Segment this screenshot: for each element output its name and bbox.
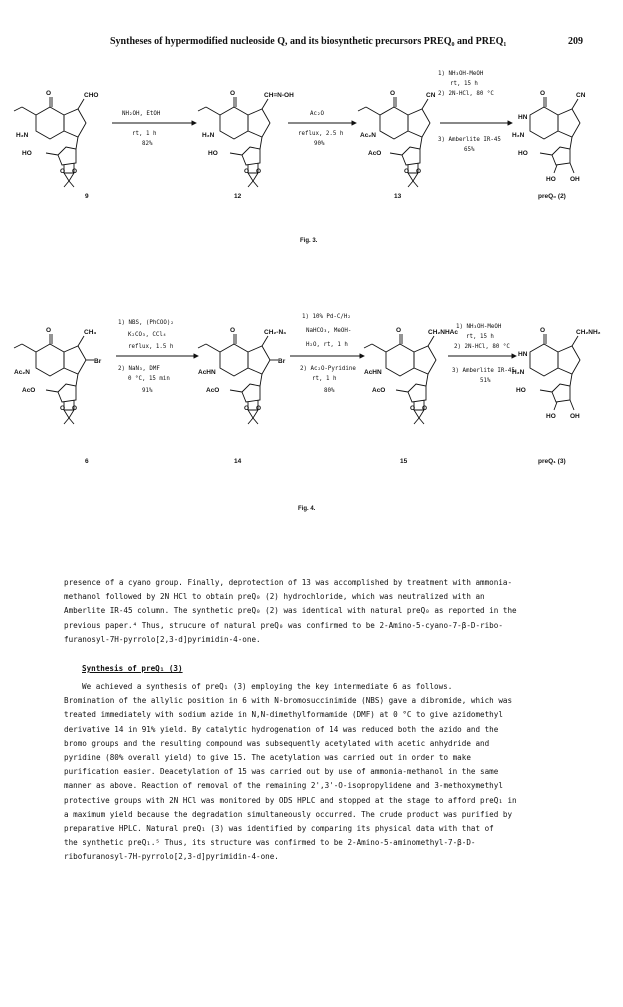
svg-text:CH₂NH₂: CH₂NH₂	[576, 329, 601, 336]
text-line: previous paper.⁴ Thus, strucure of natural preQ₀ was confirmed to be 2-Amino-5-cyano-7-β-D-ribo-	[64, 620, 503, 630]
page-number: 209	[568, 36, 583, 47]
svg-text:O: O	[46, 90, 52, 97]
condition-text: H₂O, rt, 1 h	[306, 342, 348, 348]
svg-text:Ac₂N: Ac₂N	[360, 132, 376, 139]
svg-text:HN: HN	[518, 351, 528, 358]
svg-text:CH=N-OH: CH=N-OH	[264, 92, 294, 99]
section-subheading: Synthesis of preQ₁ (3)	[82, 664, 183, 673]
structure-compound-15	[364, 327, 458, 424]
text-line: purification easier. Deacetylation of 15 was carried out by use of ammonia-methanol in the same	[64, 767, 499, 777]
svg-text:AcO: AcO	[206, 387, 220, 394]
running-title: Syntheses of hypermodified nucleoside Q, and its biosynthetic precursors PREQ₀ and PREQ₁	[110, 36, 507, 47]
svg-text:O: O	[256, 405, 262, 412]
svg-text:O: O	[244, 168, 250, 175]
text-line: Bromination of the allylic position in 6 with N-bromosuccinimide (NBS) gave a dibromide, which was	[64, 696, 513, 706]
svg-text:Br: Br	[94, 358, 102, 365]
svg-text:CN: CN	[426, 92, 436, 99]
compound-label: 15	[400, 458, 408, 465]
yield-text: 91%	[142, 388, 153, 394]
svg-text:O: O	[46, 327, 52, 334]
svg-text:O: O	[256, 168, 262, 175]
svg-text:Ac₂N: Ac₂N	[14, 369, 30, 376]
condition-text: rt, 1 h	[132, 131, 157, 137]
yield-text: 51%	[480, 378, 491, 384]
running-header	[60, 36, 583, 50]
condition-text: K₂CO₃, CCl₄	[128, 332, 167, 338]
text-line: treated immediately with sodium azide in N,N-dimethylformamide (DMF) at 0 °C to give azidomethyl	[64, 710, 503, 720]
svg-text:O: O	[404, 168, 410, 175]
svg-text:O: O	[60, 405, 66, 412]
svg-text:O: O	[422, 405, 428, 412]
condition-text: NaHCO₃, MeOH-	[306, 328, 352, 334]
svg-text:H₂N: H₂N	[202, 132, 215, 139]
figure-caption: Fig. 3.	[300, 238, 318, 244]
yield-text: 65%	[464, 147, 475, 153]
condition-text: 0 °C, 15 min	[128, 376, 170, 382]
svg-text:OH: OH	[570, 176, 580, 183]
svg-text:O: O	[72, 168, 78, 175]
text-line: derivative 14 in 91% yield. By catalytic hydrogenation of 14 was reduced both the azido and the	[64, 724, 499, 734]
svg-text:HN: HN	[518, 114, 528, 121]
text-line: manner as above. Reaction of removal of the remaining 2',3'-O-isopropylidene and 3-methoxymethyl	[64, 781, 503, 791]
yield-text: 90%	[314, 141, 325, 147]
compound-label: preQ₀ (2)	[538, 193, 566, 200]
svg-text:HO: HO	[546, 413, 556, 420]
structure-compound-6	[14, 327, 102, 424]
condition-text: 2) Ac₂O-Pyridine	[300, 366, 356, 372]
svg-text:O: O	[540, 90, 546, 97]
paragraph-preq0-conclusion	[64, 576, 600, 647]
structure-preq0	[512, 90, 586, 183]
paragraph-preq1-synthesis	[64, 680, 600, 865]
svg-text:AcO: AcO	[368, 150, 382, 157]
svg-text:O: O	[416, 168, 422, 175]
svg-text:O: O	[230, 327, 236, 334]
condition-text: 2) NaN₃, DMF	[118, 366, 160, 372]
figure-4-scheme	[0, 300, 623, 520]
svg-text:Br: Br	[278, 358, 286, 365]
svg-text:AcHN: AcHN	[364, 369, 382, 376]
yield-text: 80%	[324, 388, 335, 394]
condition-text: Ac₂O	[310, 111, 324, 117]
svg-text:O: O	[230, 90, 236, 97]
compound-label: 6	[85, 458, 89, 465]
svg-text:AcHN: AcHN	[198, 369, 216, 376]
svg-text:O: O	[396, 327, 402, 334]
svg-text:HO: HO	[518, 150, 528, 157]
structure-compound-13	[358, 90, 436, 187]
condition-text: 2) 2N-HCl, 80 °C	[454, 344, 510, 350]
structure-preq1	[512, 327, 601, 420]
condition-text: 3) Amberlite IR-45	[452, 368, 515, 374]
compound-label: preQ₁ (3)	[538, 458, 566, 465]
svg-text:CH₃: CH₃	[84, 329, 97, 336]
svg-text:HO: HO	[208, 150, 218, 157]
svg-text:O: O	[540, 327, 546, 334]
text-line: furanosyl-7H-pyrrolo[2,3-d]pyrimidin-4-one.	[64, 634, 261, 644]
svg-text:OH: OH	[570, 413, 580, 420]
svg-text:H₂N: H₂N	[512, 369, 525, 376]
text-line: Amberlite IR-45 column. The synthetic preQ₀ (2) was identical with natural preQ₀ as reported in the	[64, 606, 517, 616]
condition-text: 3) Amberlite IR-45	[438, 137, 501, 143]
svg-text:AcO: AcO	[372, 387, 386, 394]
text-line: the synthetic preQ₁.⁵ Thus, its structure was confirmed to be 2-Amino-5-aminomethyl-7-β-D-	[64, 838, 476, 848]
compound-label: 9	[85, 193, 89, 200]
figure-caption: Fig. 4.	[298, 506, 316, 512]
condition-text: NH₂OH, EtOH	[122, 111, 161, 117]
text-line: We achieved a synthesis of preQ₁ (3) employing the key intermediate 6 as follows.	[82, 682, 453, 691]
svg-text:HO: HO	[546, 176, 556, 183]
svg-text:O: O	[72, 405, 78, 412]
svg-text:CHO: CHO	[84, 92, 99, 99]
structure-compound-12	[198, 90, 294, 187]
compound-label: 13	[394, 193, 402, 200]
condition-text: rt, 15 h	[450, 81, 478, 87]
text-line: a maximum yield because the degradation simultaneously occurred. The crude product was purified by	[64, 809, 513, 819]
compound-label: 14	[234, 458, 242, 465]
condition-text: rt, 15 h	[466, 334, 494, 340]
structure-compound-9	[14, 90, 98, 187]
condition-text: 1) NH₃OH-MeOH	[438, 71, 484, 77]
condition-text: 1) 10% Pd-C/H₂	[302, 314, 351, 320]
svg-text:CN: CN	[576, 92, 586, 99]
condition-text: reflux, 2.5 h	[298, 131, 344, 137]
condition-text: reflux, 1.5 h	[128, 344, 174, 350]
compound-label: 12	[234, 193, 242, 200]
svg-text:HO: HO	[516, 387, 526, 394]
svg-text:H₂N: H₂N	[16, 132, 29, 139]
svg-text:O: O	[390, 90, 396, 97]
svg-text:CH₂-N₃: CH₂-N₃	[264, 329, 287, 336]
svg-text:HO: HO	[22, 150, 32, 157]
text-line: presence of a cyano group. Finally, deprotection of 13 was accomplished by treatment with ammonia-	[64, 578, 513, 587]
text-line: preparative HPLC. Natural preQ₁ (3) was identified by comparing its physical data with that of	[64, 824, 494, 834]
text-line: bromo groups and the resulting compound was subsequently acetylated with acetic anhydride and	[64, 738, 490, 748]
figure-3-scheme	[0, 55, 623, 255]
condition-text: 1) NBS, (PhCOO)₂	[118, 320, 174, 326]
text-line: pyridine (80% overall yield) to give 15. The acetylation was carried out in order to make	[64, 753, 471, 763]
svg-text:O: O	[244, 405, 250, 412]
structure-compound-14	[198, 327, 286, 424]
yield-text: 82%	[142, 141, 153, 147]
condition-text: 2) 2N-HCl, 80 °C	[438, 91, 494, 97]
text-line: protective groups with 2N HCl was monitored by ODS HPLC and stopped at the stage to afford preQ₁ in	[64, 795, 517, 805]
svg-text:AcO: AcO	[22, 387, 36, 394]
condition-text: rt, 1 h	[312, 376, 337, 382]
svg-text:O: O	[60, 168, 66, 175]
svg-text:H₂N: H₂N	[512, 132, 525, 139]
svg-text:O: O	[410, 405, 416, 412]
condition-text: 1) NH₃OH-MeOH	[456, 324, 502, 330]
text-line: ribofuranosyl-7H-pyrrolo[2,3-d]pyrimidin-4-one.	[64, 852, 279, 862]
text-line: methanol followed by 2N HCl to obtain preQ₀ (2) hydrochloride, which was neutralized with an	[64, 592, 485, 602]
svg-text:CH₂NHAc: CH₂NHAc	[428, 329, 458, 336]
